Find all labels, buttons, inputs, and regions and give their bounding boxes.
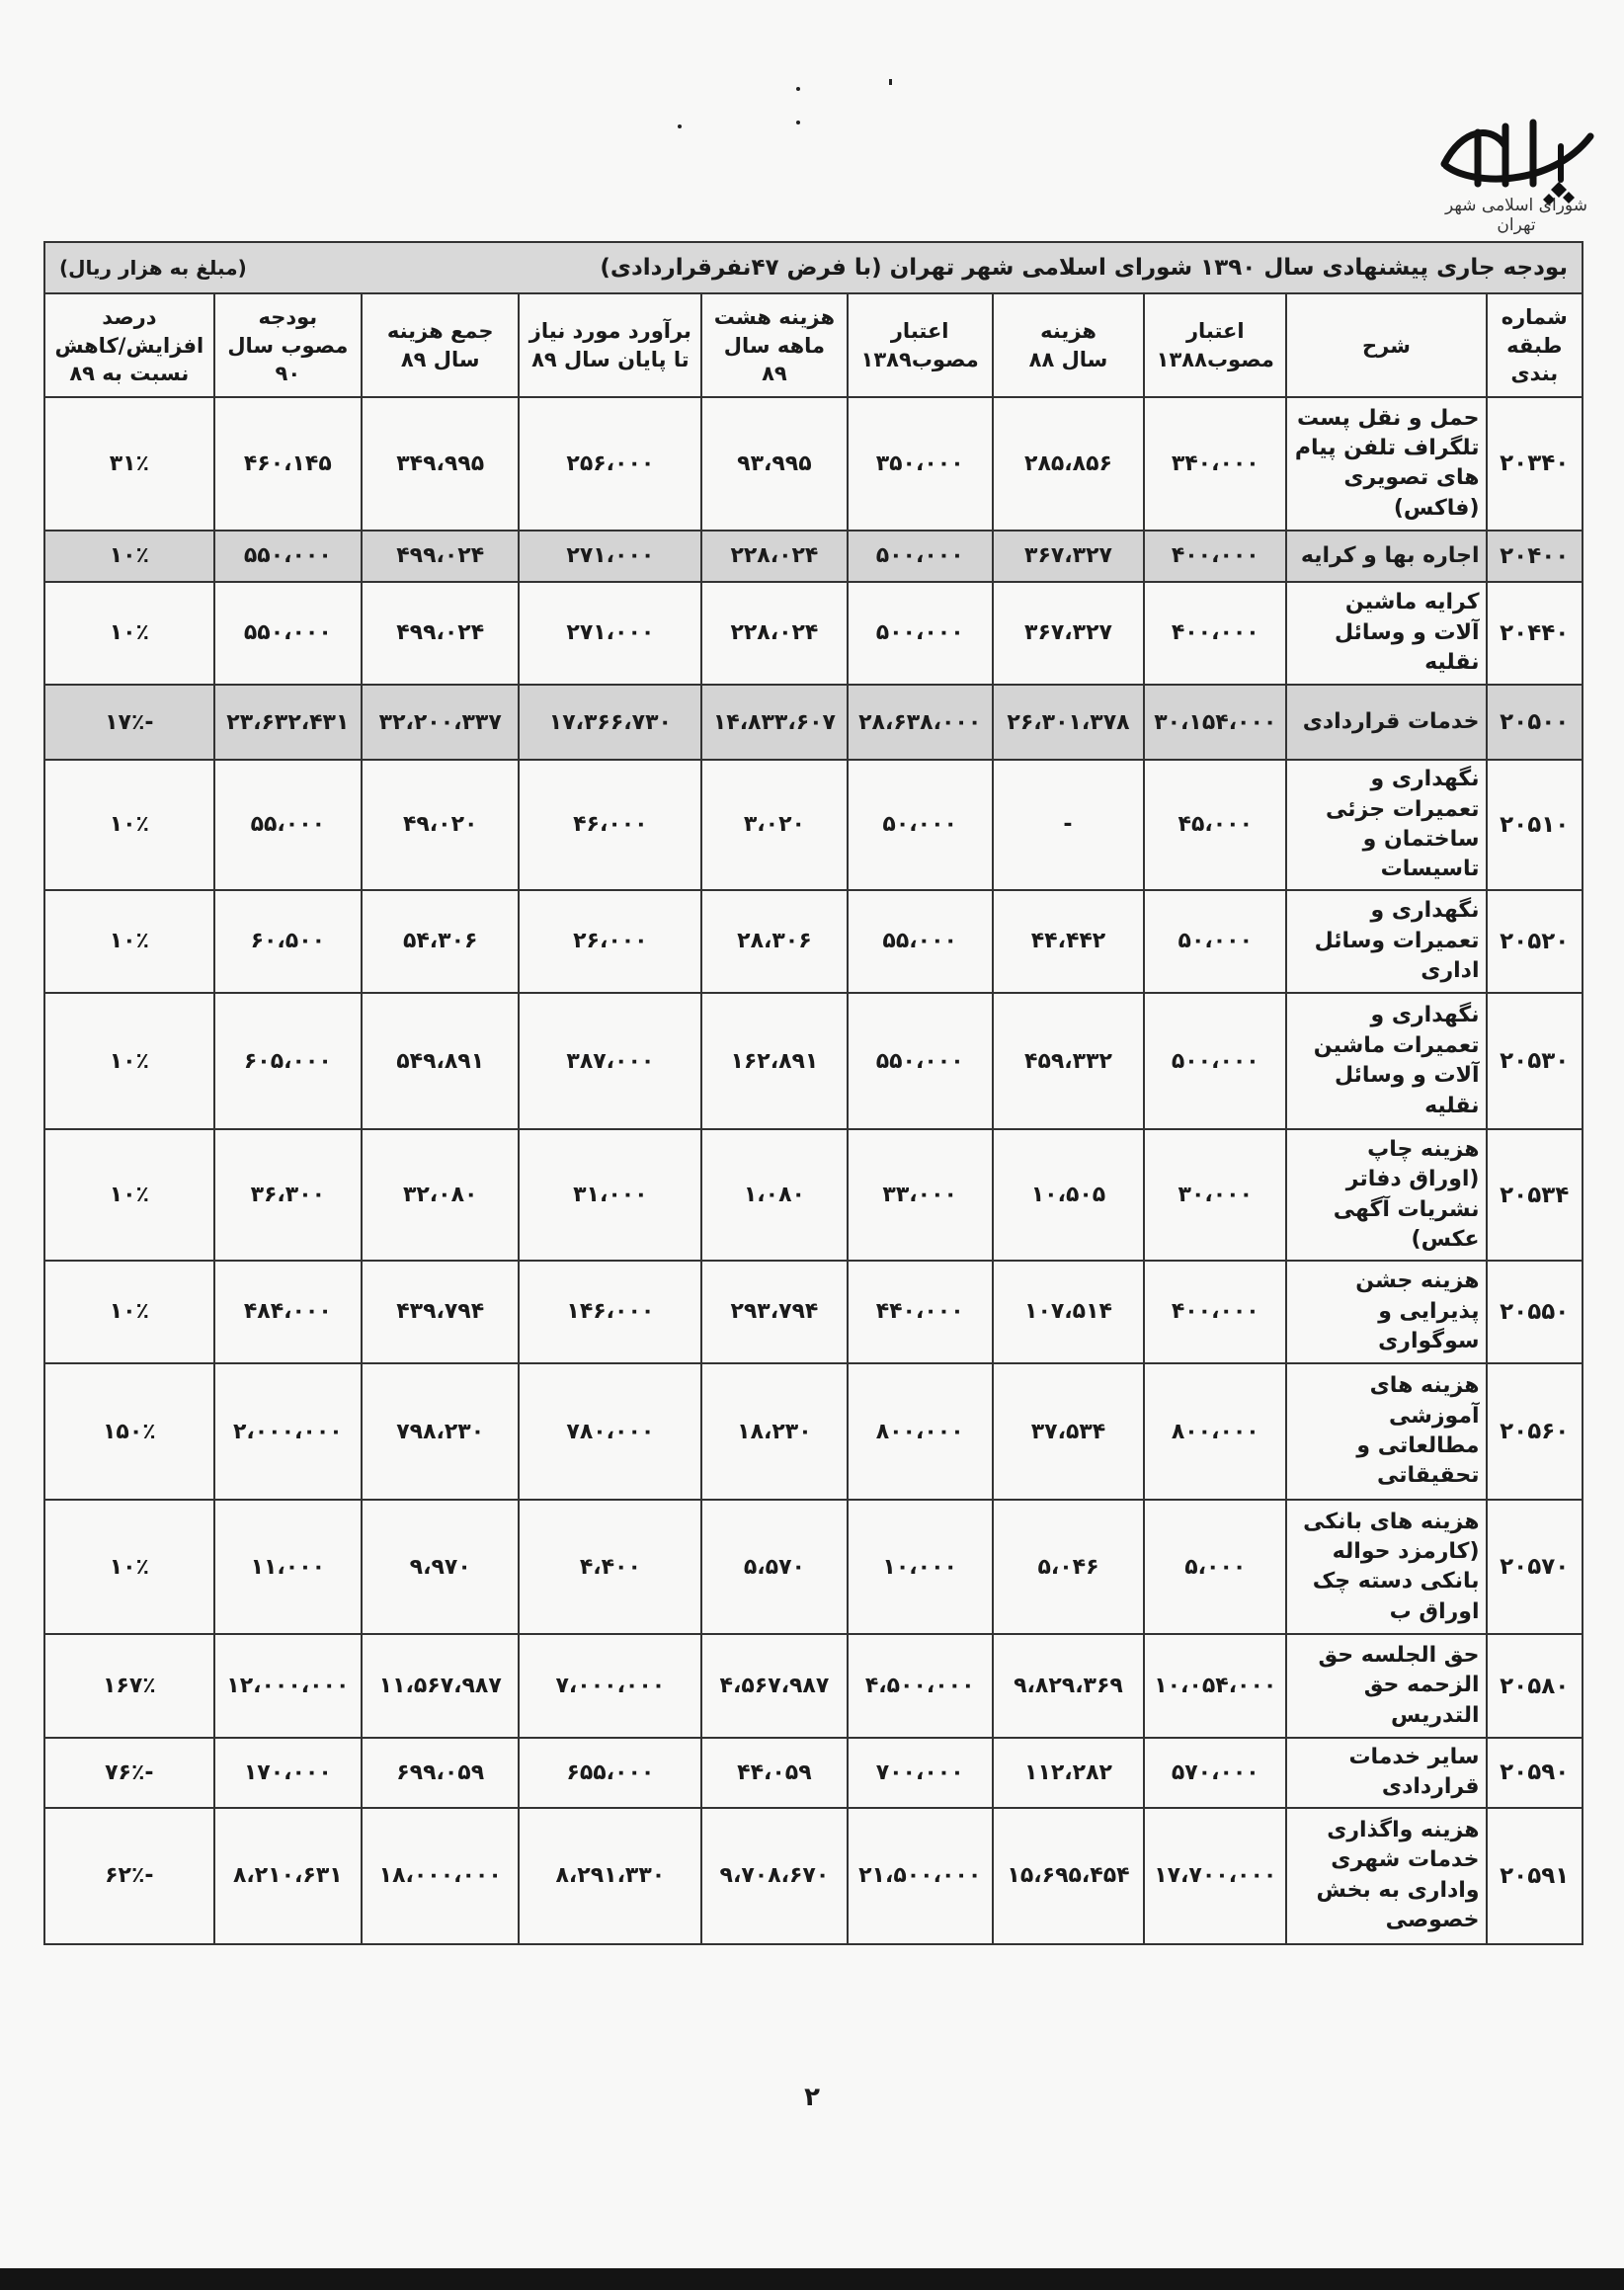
budget-90: ۲۳،۶۳۲،۴۳۱	[214, 685, 362, 760]
col-credit-1389-header	[848, 293, 993, 397]
row-description: حمل و نقل پست تلگراف تلفن پیام های تصویری (فاکس)	[1286, 397, 1486, 530]
row-code: ۲۰۵۳۰	[1487, 993, 1583, 1129]
credit-1388: ۸۰۰،۰۰۰	[1144, 1363, 1286, 1500]
credit-1388: ۳۴۰،۰۰۰	[1144, 397, 1286, 530]
column-header-label: اعتبار مصوب۱۳۸۸	[1156, 319, 1274, 371]
column-header-label: اعتبار مصوب۱۳۸۹	[860, 319, 979, 371]
table-row	[44, 531, 1583, 582]
row-description: نگهداری و تعمیرات جزئی ساختمان و تاسیسات	[1286, 760, 1486, 890]
expense-8m-89: ۱۴،۸۳۳،۶۰۷	[701, 685, 847, 760]
expense-8m-89: ۴۴،۰۵۹	[701, 1738, 847, 1808]
credit-1388: ۱۰،۰۵۴،۰۰۰	[1144, 1634, 1286, 1737]
percent-change: ۱۶۷٪	[44, 1634, 214, 1737]
budget-90: ۸،۲۱۰،۶۳۱	[214, 1808, 362, 1944]
credit-1388: ۳۰،۰۰۰	[1144, 1129, 1286, 1260]
expense-8m-89: ۵،۵۷۰	[701, 1500, 847, 1634]
expense-8m-89: ۱،۰۸۰	[701, 1129, 847, 1260]
row-code: ۲۰۴۰۰	[1487, 531, 1583, 582]
col-expense-8m-89-header	[701, 293, 847, 397]
percent-change: -۶۲٪	[44, 1808, 214, 1944]
total-89: ۱۸،۰۰۰،۰۰۰	[362, 1808, 519, 1944]
expense-88: ۴۵۹،۳۳۲	[993, 993, 1144, 1129]
credit-1388: ۴۰۰،۰۰۰	[1144, 531, 1286, 582]
credit-1388: ۵۷۰،۰۰۰	[1144, 1738, 1286, 1808]
row-code: ۲۰۵۱۰	[1487, 760, 1583, 890]
expense-88: ۹،۸۲۹،۳۶۹	[993, 1634, 1144, 1737]
credit-1389: ۵۰۰،۰۰۰	[848, 531, 993, 582]
row-description: هزینه های بانکی (کارمزد حواله بانکی دسته چک اوراق ب	[1286, 1500, 1486, 1634]
expense-8m-89: ۹،۷۰۸،۶۷۰	[701, 1808, 847, 1944]
percent-change: ۱۰٪	[44, 1129, 214, 1260]
total-89: ۱۱،۵۶۷،۹۸۷	[362, 1634, 519, 1737]
page-number: ۲	[804, 2083, 820, 2112]
expense-88: ۳۶۷،۳۲۷	[993, 582, 1144, 685]
row-description: اجاره بها و کرایه	[1286, 531, 1486, 582]
expense-8m-89: ۴،۵۶۷،۹۸۷	[701, 1634, 847, 1737]
column-header-label: شرح	[1362, 333, 1411, 358]
credit-1388: ۵۰۰،۰۰۰	[1144, 993, 1286, 1129]
expense-88: ۳۶۷،۳۲۷	[993, 531, 1144, 582]
table-row	[44, 1808, 1583, 1944]
table-row	[44, 397, 1583, 530]
budget-90: ۳۶،۳۰۰	[214, 1129, 362, 1260]
expense-88: ۲۸۵،۸۵۶	[993, 397, 1144, 530]
col-percent-header	[44, 293, 214, 397]
table-row	[44, 685, 1583, 760]
expense-88: ۵،۰۴۶	[993, 1500, 1144, 1634]
row-code: ۲۰۳۴۰	[1487, 397, 1583, 530]
budget-90: ۶۰،۵۰۰	[214, 890, 362, 993]
estimate-89: ۴،۴۰۰	[519, 1500, 701, 1634]
credit-1389: ۵۰،۰۰۰	[848, 760, 993, 890]
credit-1389: ۵۵۰،۰۰۰	[848, 993, 993, 1129]
col-credit-1388-header	[1144, 293, 1286, 397]
total-89: ۵۴۹،۸۹۱	[362, 993, 519, 1129]
credit-1389: ۲۸،۶۳۸،۰۰۰	[848, 685, 993, 760]
expense-88: ۱۱۲،۲۸۲	[993, 1738, 1144, 1808]
table-row	[44, 1129, 1583, 1260]
row-description: کرایه ماشین آلات و وسائل نقلیه	[1286, 582, 1486, 685]
estimate-89: ۲۶،۰۰۰	[519, 890, 701, 993]
col-total-89-header	[362, 293, 519, 397]
row-description: نگهداری و تعمیرات ماشین آلات و وسائل نقلیه	[1286, 993, 1486, 1129]
total-89: ۳۲،۲۰۰،۳۳۷	[362, 685, 519, 760]
row-description: هزینه واگذاری خدمات شهری واداری به بخش خصوصی	[1286, 1808, 1486, 1944]
expense-88: ۳۷،۵۳۴	[993, 1363, 1144, 1500]
estimate-89: ۷۸۰،۰۰۰	[519, 1363, 701, 1500]
table-row	[44, 1738, 1583, 1808]
percent-change: ۱۰٪	[44, 582, 214, 685]
total-89: ۳۴۹،۹۹۵	[362, 397, 519, 530]
estimate-89: ۳۸۷،۰۰۰	[519, 993, 701, 1129]
row-description: خدمات قراردادی	[1286, 685, 1486, 760]
total-89: ۴۳۹،۷۹۴	[362, 1261, 519, 1363]
credit-1388: ۵،۰۰۰	[1144, 1500, 1286, 1634]
estimate-89: ۱۴۶،۰۰۰	[519, 1261, 701, 1363]
expense-8m-89: ۳،۰۲۰	[701, 760, 847, 890]
percent-change: ۱۰٪	[44, 993, 214, 1129]
expense-8m-89: ۱۶۲،۸۹۱	[701, 993, 847, 1129]
table-row	[44, 1261, 1583, 1363]
total-89: ۹،۹۷۰	[362, 1500, 519, 1634]
row-code: ۲۰۵۳۴	[1487, 1129, 1583, 1260]
table-title: بودجه جاری پیشنهادی سال ۱۳۹۰ شورای اسلامی شهر تهران (با فرض ۴۷نفرقراردادی)	[600, 255, 1568, 282]
credit-1389: ۷۰۰،۰۰۰	[848, 1738, 993, 1808]
table-title-row	[44, 242, 1583, 293]
credit-1389: ۸۰۰،۰۰۰	[848, 1363, 993, 1500]
total-89: ۴۹۹،۰۲۴	[362, 582, 519, 685]
credit-1389: ۳۳،۰۰۰	[848, 1129, 993, 1260]
percent-change: ۱۵۰٪	[44, 1363, 214, 1500]
row-description: هزینه های آموزشی مطالعاتی و تحقیقاتی	[1286, 1363, 1486, 1500]
expense-88: ۱۵،۶۹۵،۴۵۴	[993, 1808, 1144, 1944]
budget-90: ۱۱،۰۰۰	[214, 1500, 362, 1634]
budget-90: ۵۵۰،۰۰۰	[214, 531, 362, 582]
expense-88: ۲۶،۳۰۱،۳۷۸	[993, 685, 1144, 760]
total-89: ۵۴،۳۰۶	[362, 890, 519, 993]
estimate-89: ۳۱،۰۰۰	[519, 1129, 701, 1260]
credit-1388: ۴۵،۰۰۰	[1144, 760, 1286, 890]
table-row	[44, 760, 1583, 890]
budget-90: ۱۲،۰۰۰،۰۰۰	[214, 1634, 362, 1737]
estimate-89: ۱۷،۳۶۶،۷۳۰	[519, 685, 701, 760]
total-89: ۴۹،۰۲۰	[362, 760, 519, 890]
row-description: هزینه چاپ (اوراق دفاتر نشریات آگهی عکس)	[1286, 1129, 1486, 1260]
expense-88: ۴۴،۴۴۲	[993, 890, 1144, 993]
estimate-89: ۴۶،۰۰۰	[519, 760, 701, 890]
table-row	[44, 1500, 1583, 1634]
expense-8m-89: ۲۹۳،۷۹۴	[701, 1261, 847, 1363]
row-code: ۲۰۵۵۰	[1487, 1261, 1583, 1363]
row-description: حق الجلسه حق الزحمه حق التدریس	[1286, 1634, 1486, 1737]
row-description: هزینه جشن پذیرایی و سوگواری	[1286, 1261, 1486, 1363]
percent-change: ۱۰٪	[44, 760, 214, 890]
row-description: نگهداری و تعمیرات وسائل اداری	[1286, 890, 1486, 993]
budget-90: ۲،۰۰۰،۰۰۰	[214, 1363, 362, 1500]
table-row	[44, 582, 1583, 685]
percent-change: ۱۰٪	[44, 531, 214, 582]
credit-1389: ۴،۵۰۰،۰۰۰	[848, 1634, 993, 1737]
row-code: ۲۰۵۸۰	[1487, 1634, 1583, 1737]
col-budget-90-header	[214, 293, 362, 397]
row-code: ۲۰۵۹۰	[1487, 1738, 1583, 1808]
budget-table	[43, 241, 1583, 1945]
estimate-89: ۶۵۵،۰۰۰	[519, 1738, 701, 1808]
credit-1389: ۴۴۰،۰۰۰	[848, 1261, 993, 1363]
col-estimate-89-header	[519, 293, 701, 397]
estimate-89: ۲۷۱،۰۰۰	[519, 531, 701, 582]
expense-8m-89: ۹۳،۹۹۵	[701, 397, 847, 530]
expense-8m-89: ۱۸،۲۳۰	[701, 1363, 847, 1500]
col-desc-header	[1286, 293, 1486, 397]
column-header-label: هزینه هشت ماهه سال ۸۹	[713, 305, 836, 385]
row-code: ۲۰۴۴۰	[1487, 582, 1583, 685]
total-89: ۷۹۸،۲۳۰	[362, 1363, 519, 1500]
column-header-label: بودجه مصوب سال ۹۰	[227, 305, 349, 385]
column-header-row	[44, 293, 1583, 397]
expense-8m-89: ۲۲۸،۰۲۴	[701, 582, 847, 685]
row-code: ۲۰۵۶۰	[1487, 1363, 1583, 1500]
total-89: ۶۹۹،۰۵۹	[362, 1738, 519, 1808]
budget-90: ۵۵۰،۰۰۰	[214, 582, 362, 685]
credit-1388: ۵۰،۰۰۰	[1144, 890, 1286, 993]
percent-change: ۱۰٪	[44, 890, 214, 993]
credit-1389: ۵۵،۰۰۰	[848, 890, 993, 993]
credit-1388: ۴۰۰،۰۰۰	[1144, 1261, 1286, 1363]
percent-change: -۷۶٪	[44, 1738, 214, 1808]
credit-1389: ۵۰۰،۰۰۰	[848, 582, 993, 685]
column-header-label: شماره طبقه بندی	[1501, 305, 1568, 385]
table-row	[44, 1363, 1583, 1500]
col-expense-88-header	[993, 293, 1144, 397]
percent-change: -۱۷٪	[44, 685, 214, 760]
row-code: ۲۰۵۷۰	[1487, 1500, 1583, 1634]
estimate-89: ۸،۲۹۱،۳۳۰	[519, 1808, 701, 1944]
budget-90: ۶۰۵،۰۰۰	[214, 993, 362, 1129]
table-row	[44, 993, 1583, 1129]
credit-1388: ۴۰۰،۰۰۰	[1144, 582, 1286, 685]
budget-90: ۴۸۴،۰۰۰	[214, 1261, 362, 1363]
expense-88: ۱۰۷،۵۱۴	[993, 1261, 1144, 1363]
credit-1388: ۱۷،۷۰۰،۰۰۰	[1144, 1808, 1286, 1944]
credit-1389: ۱۰،۰۰۰	[848, 1500, 993, 1634]
percent-change: ۱۰٪	[44, 1261, 214, 1363]
table-row	[44, 1634, 1583, 1737]
column-header-label: هزینه سال ۸۸	[1028, 319, 1108, 371]
credit-1389: ۲۱،۵۰۰،۰۰۰	[848, 1808, 993, 1944]
row-code: ۲۰۵۲۰	[1487, 890, 1583, 993]
total-89: ۳۲،۰۸۰	[362, 1129, 519, 1260]
scan-edge	[0, 2268, 1624, 2290]
col-code-header	[1487, 293, 1583, 397]
estimate-89: ۲۵۶،۰۰۰	[519, 397, 701, 530]
column-header-label: برآورد مورد نیاز تا پایان سال ۸۹	[528, 319, 691, 371]
row-code: ۲۰۵۰۰	[1487, 685, 1583, 760]
column-header-label: درصد افزایش/کاهش نسبت به ۸۹	[54, 305, 204, 385]
percent-change: ۱۰٪	[44, 1500, 214, 1634]
credit-1389: ۳۵۰،۰۰۰	[848, 397, 993, 530]
row-description: سایر خدمات قراردادی	[1286, 1738, 1486, 1808]
logo-caption: شورای اسلامی شهر تهران	[1445, 196, 1587, 235]
expense-88: ۱۰،۵۰۵	[993, 1129, 1144, 1260]
table-row	[44, 890, 1583, 993]
total-89: ۴۹۹،۰۲۴	[362, 531, 519, 582]
budget-90: ۴۶۰،۱۴۵	[214, 397, 362, 530]
expense-8m-89: ۲۸،۳۰۶	[701, 890, 847, 993]
estimate-89: ۲۷۱،۰۰۰	[519, 582, 701, 685]
column-header-label: جمع هزینه سال ۸۹	[386, 319, 494, 371]
expense-88: -	[993, 760, 1144, 890]
estimate-89: ۷،۰۰۰،۰۰۰	[519, 1634, 701, 1737]
percent-change: ۳۱٪	[44, 397, 214, 530]
budget-90: ۵۵،۰۰۰	[214, 760, 362, 890]
row-code: ۲۰۵۹۱	[1487, 1808, 1583, 1944]
unit-note: (مبلغ به هزار ریال)	[59, 256, 247, 281]
expense-8m-89: ۲۲۸،۰۲۴	[701, 531, 847, 582]
budget-90: ۱۷۰،۰۰۰	[214, 1738, 362, 1808]
credit-1388: ۳۰،۱۵۴،۰۰۰	[1144, 685, 1286, 760]
